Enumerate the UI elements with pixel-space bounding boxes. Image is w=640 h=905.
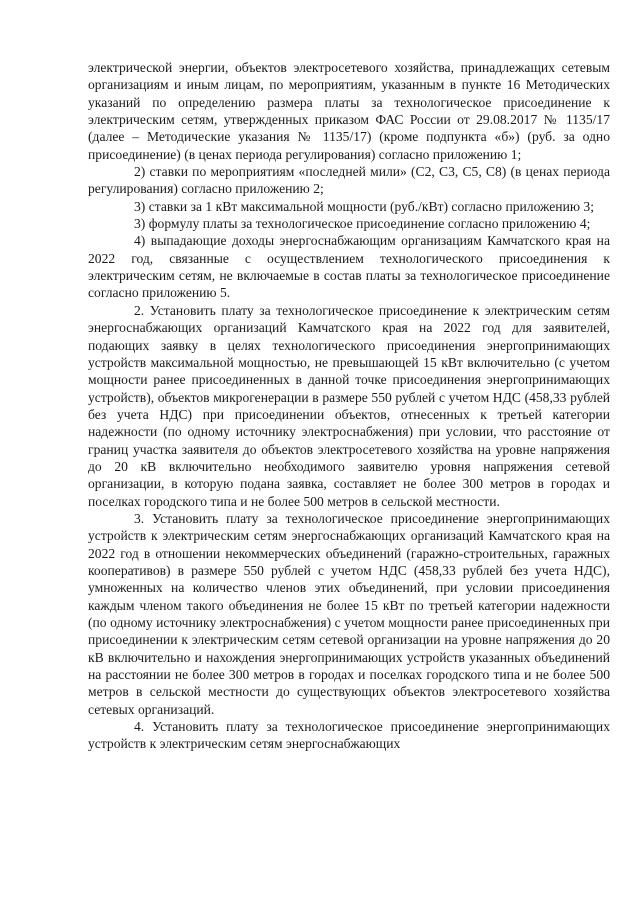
paragraph-clause-2: 2. Установить плату за технологическое присоединение к электрическим сетям энергоснабжающих организаций Камчатского края на 2022 год для заявителей, подающих заявку в целях технологического присоединения энергопринимающих устройств максимальной мощностью, не превышающей 15 кВт включительно (с учетом мощности ранее присоединенных в данной точке присоединения энергопринимающих устройств), объектов микрогенерации в размере 550 рублей с учетом НДС (458,33 рублей без учета НДС) при присоединении объектов, отнесенных к третьей категории надежности (по одному источнику электроснабжения) при условии, что расстояние от границ участка заявителя до объектов электросетевого хозяйства на уровне напряжения до 20 кВ включительно необходимого заявителю уровня напряжения сетевой организации, в которую подана заявка, составляет не более 300 метров в городах и поселках городского типа и не более 500 метров в сельской местности. xyxy=(88,302,610,509)
paragraph-clause-3: 3. Установить плату за технологическое присоединение энергопринимающих устройств к электрическим сетям энергоснабжающих организаций Камчатского края на 2022 год в отношении некоммерческих объединений (гаражно-строительных, гаражных кооперативов) в размере 550 рублей с учетом НДС (458,33 рублей без учета НДС), умноженных на количество членов этих объединений, при условии присоединения каждым членом такого объединения не более 15 кВт по третьей категории надежности (по одному источнику электроснабжения) с учетом мощности ранее присоединенных при присоединении к электрическим сетям сетевой организации на уровне напряжения до 20 кВ включительно и нахождения энергопринимающих устройств указанных объединений на расстоянии не более 300 метров в городах и поселках городского типа и не более 500 метров в сельской местности до существующих объектов электросетевого хозяйства сетевых организаций. xyxy=(88,510,610,717)
paragraph-clause-4: 4. Установить плату за технологическое присоединение энергопринимающих устройств к электрическим сетям энергоснабжающих xyxy=(88,719,610,752)
paragraph-item-4: 4) выпадающие доходы энергоснабжающим организациям Камчатского края на 2022 год, связанные с осуществлением технологического присоединения к электрическим сетям, не включаемые в состав платы за технологическое присоединение согласно приложению 5. xyxy=(88,233,610,301)
paragraph-item-2: 2) ставки по мероприятиям «последней мили» (С2, С3, С5, С8) (в ценах периода регулирования) согласно приложению 2; xyxy=(88,164,610,197)
paragraph-item-3-rates: 3) ставки за 1 кВт максимальной мощности (руб./кВт) согласно приложению 3; xyxy=(134,198,594,214)
paragraph-continuation: электрической энергии, объектов электросетевого хозяйства, принадлежащих сетевым организациям и иным лицам, по мероприятиям, указанным в пункте 16 Методических указаний по определению размера платы за технологическое присоединение к электрическим сетям, утвержденных приказом ФАС России от 29.08.2017 № 1135/17 (далее – Методические указания № 1135/17) (кроме подпункта «б») (руб. за одно присоединение) (в ценах периода регулирования) согласно приложению 1; xyxy=(88,60,610,162)
document-page xyxy=(88,59,610,753)
paragraph-item-3-formula: 3) формулу платы за технологическое присоединение согласно приложению 4; xyxy=(134,216,591,232)
